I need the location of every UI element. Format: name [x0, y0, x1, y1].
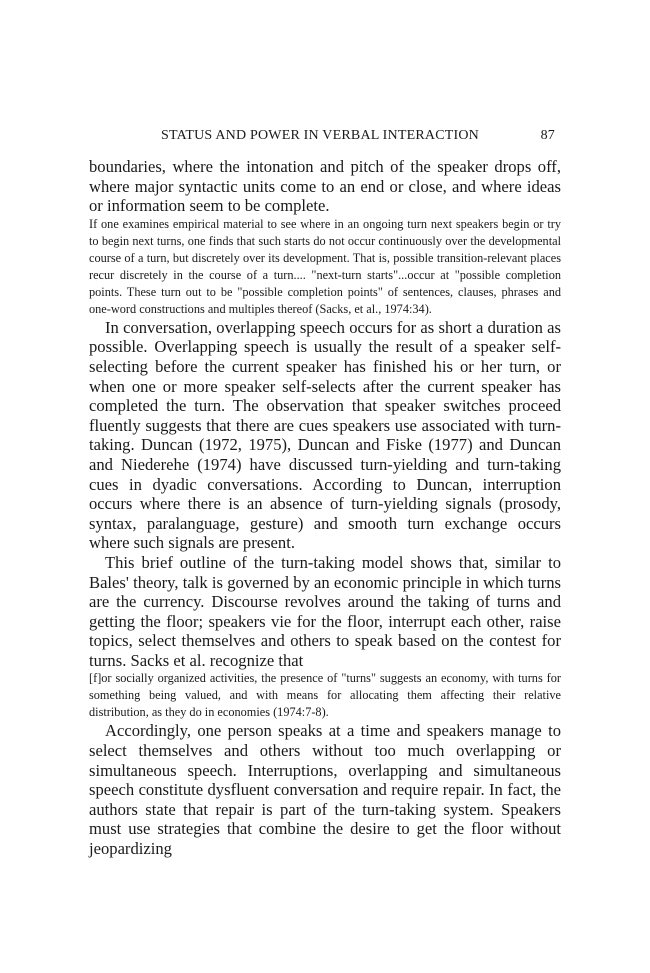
running-title: STATUS AND POWER IN VERBAL INTERACTION: [161, 128, 479, 143]
body-paragraph: In conversation, overlapping speech occurs for as short a duration as possible. Overlapping speech is usually the result of a speaker self-selecting before the current speaker has finished his or her turn, or when one or more speaker self-selects after the current speaker has completed the turn. The observation that speaker switches proceed fluently suggests that there are cues speakers use associated with turn-taking. Duncan (1972, 1975), Duncan and Fiske (1977) and Duncan and Niederehe (1974) have discussed turn-yielding and turn-taking cues in dyadic conversations. According to Duncan, interruption occurs where there is an absence of turn-yielding signals (prosody, syntax, paralanguage, gesture) and smooth turn exchange occurs where such signals are present.: [89, 317, 561, 553]
body-paragraph: boundaries, where the intonation and pitch of the speaker drops off, where major syntactic units come to an end or close, and where ideas or information seem to be complete.: [89, 157, 561, 216]
body-paragraph: This brief outline of the turn-taking model shows that, similar to Bales' theory, talk is governed by an economic principle in which turns are the currency. Discourse revolves around the taking of turns and getting the floor; speakers vie for the floor, interrupt each other, raise topics, select themselves and others to speak based on the contest for turns. Sacks et al. recognize that: [89, 552, 561, 670]
block-quote: [f]or socially organized activities, the presence of "turns" suggests an economy, with turns for something being valued, and with means for allocating them affecting their relative distribution, as they do in economies (1974:7-8).: [89, 671, 561, 720]
page-body: [89, 157, 561, 859]
body-paragraph: Accordingly, one person speaks at a time and speakers manage to select themselves and others without too much overlapping or simultaneous speech. Interruptions, overlapping and simultaneous speech constitute dysfluent conversation and require repair. In fact, the authors state that repair is part of the turn-taking system. Speakers must use strategies that combine the desire to get the floor without jeopardizing: [89, 721, 561, 859]
block-quote: If one examines empirical material to see where in an ongoing turn next speakers begin or try to begin next turns, one finds that such starts do not occur continuously over the developmental course of a turn, but discretely over its development. That is, possible transition-relevant places recur discretely in the course of a turn.... "next-turn starts"...occur at "possible completion points. These turn out to be "possible completion points" of sentences, clauses, phrases and one-word constructions and multiples thereof (Sacks, et al., 1974:34).: [89, 216, 561, 316]
page-number: 87: [540, 128, 555, 143]
